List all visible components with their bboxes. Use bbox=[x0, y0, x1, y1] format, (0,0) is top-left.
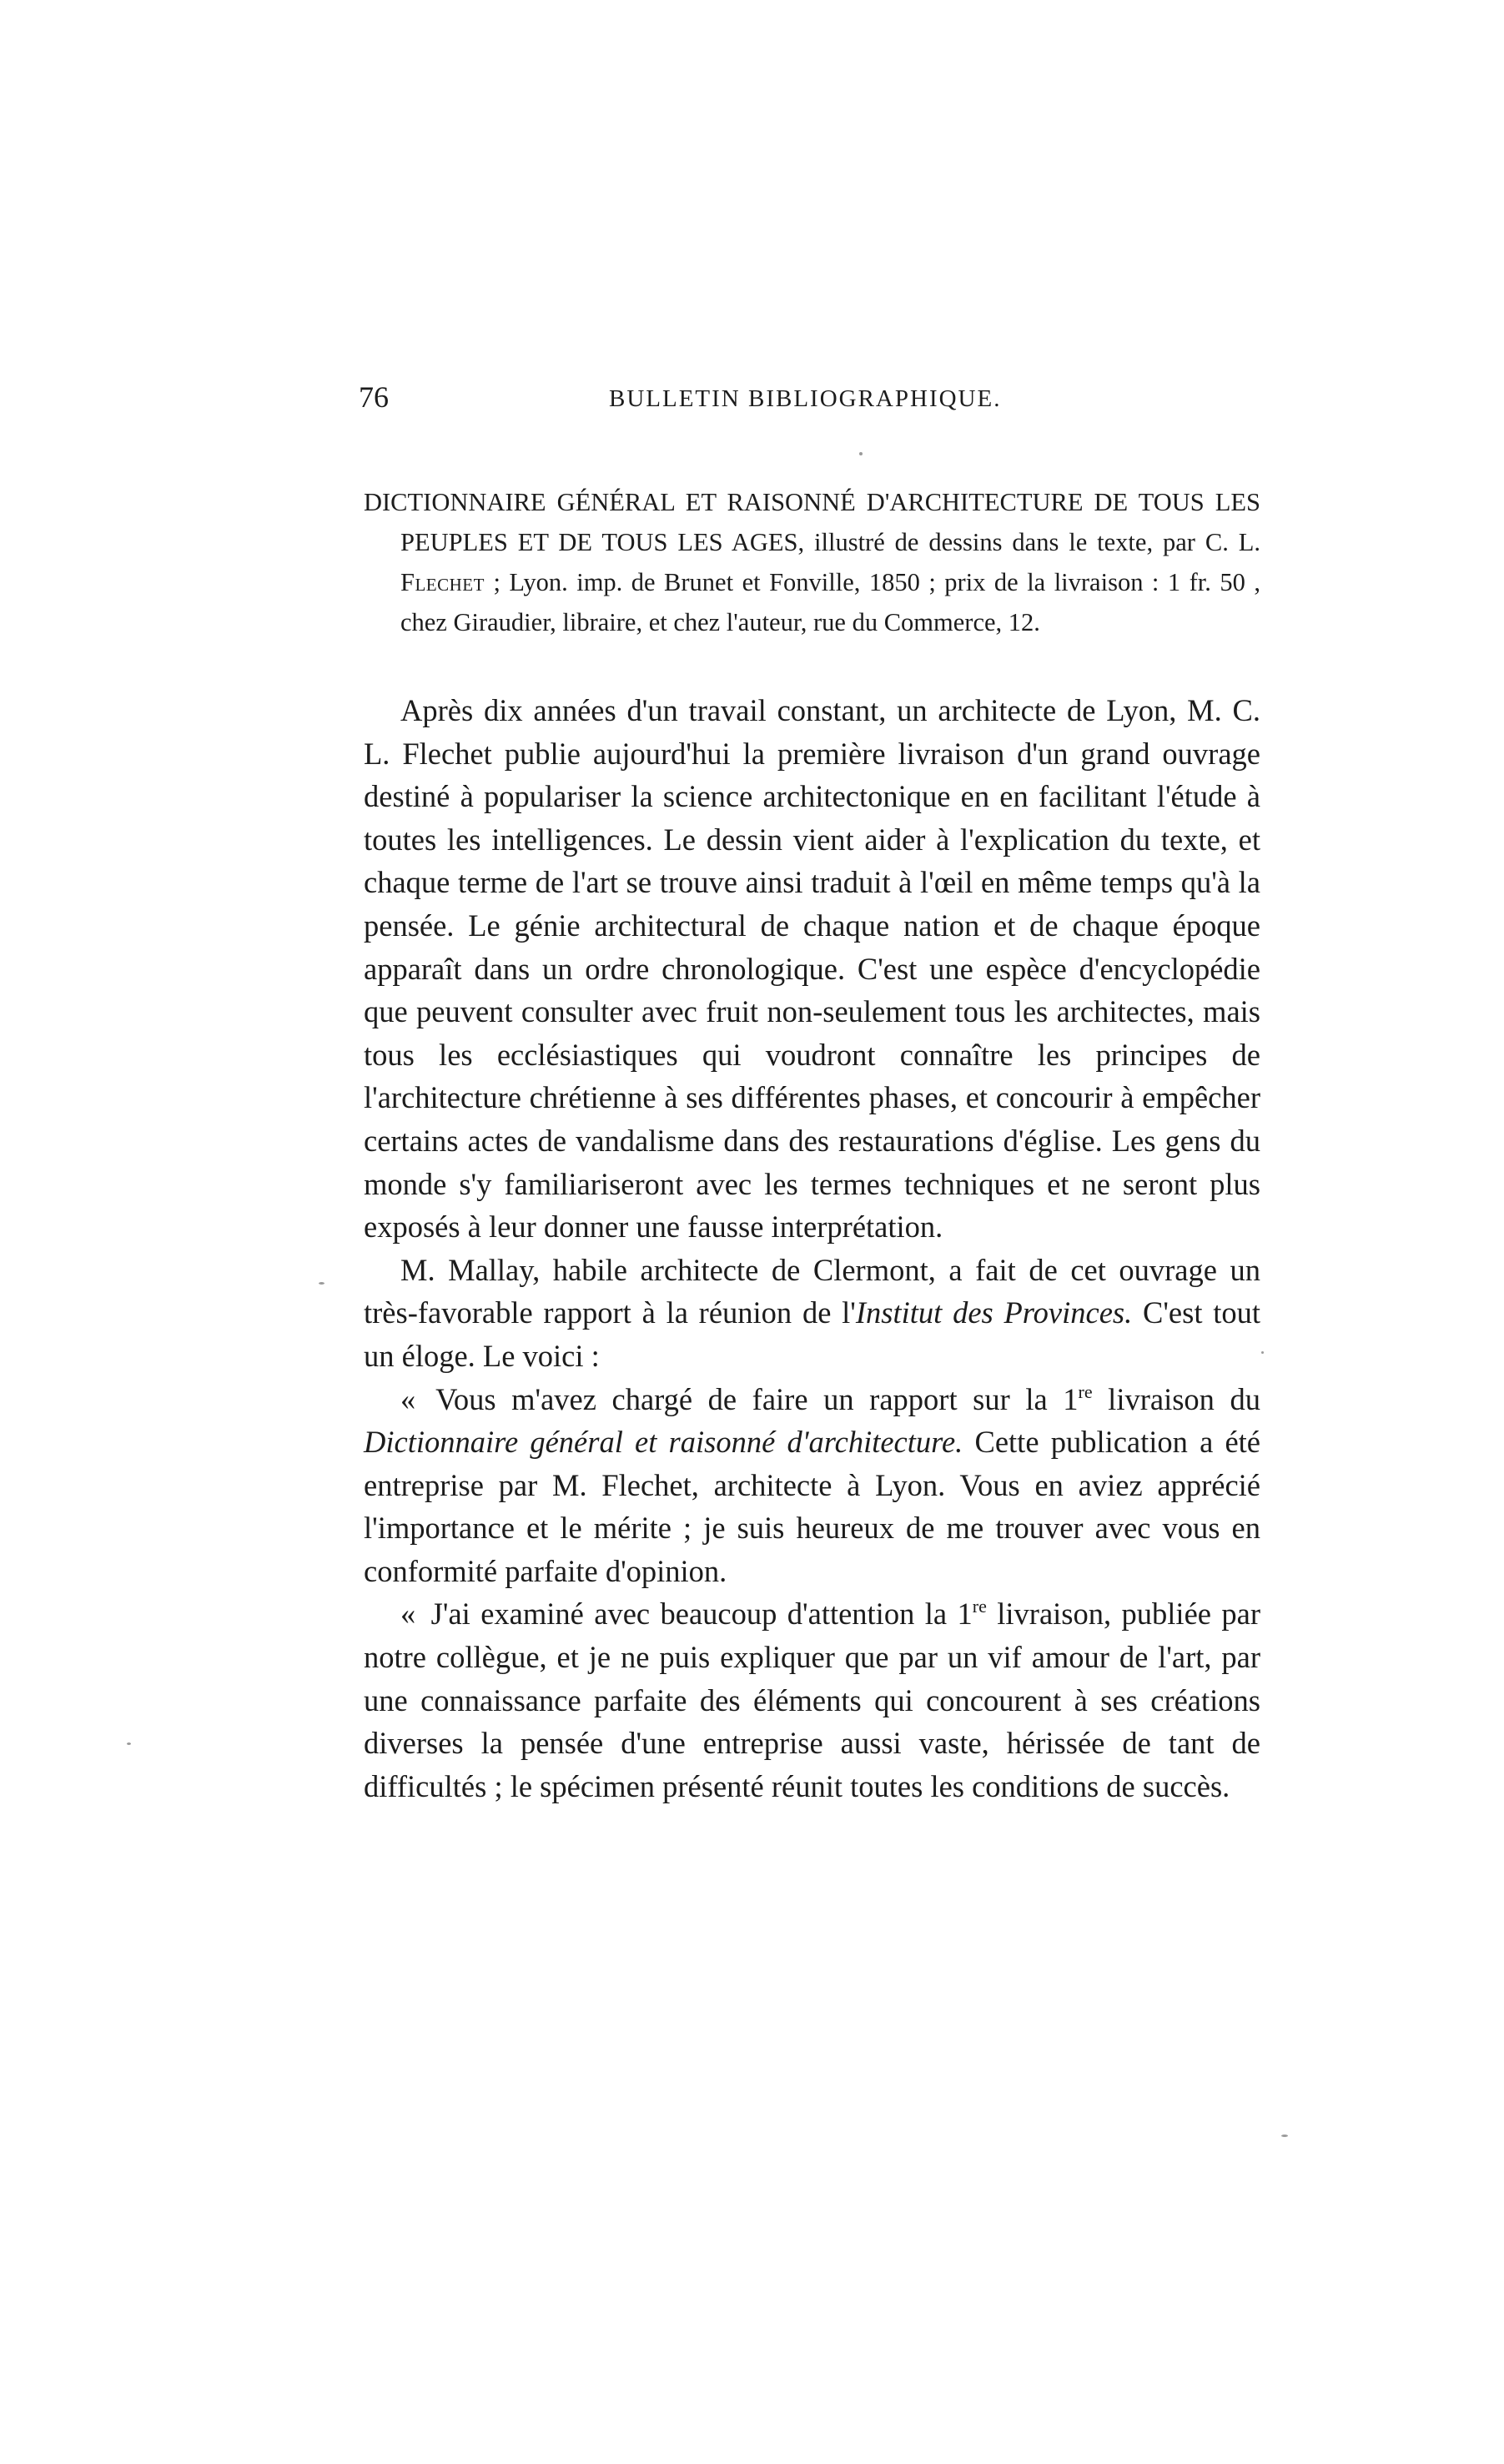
ordinal-superscript: re bbox=[972, 1596, 987, 1617]
quote-1-text-b: livraison du bbox=[1092, 1381, 1260, 1416]
scan-speck bbox=[1261, 1351, 1264, 1354]
paragraph-mallay-text-b: C'est tout un éloge. Le voici : bbox=[364, 1295, 1261, 1373]
paragraph-intro: Après dix années d'un travail constant, un architecte de Lyon, M. C. L. Flechet publie aujourd'hui la première livraison d'un grand ouvrage destiné à populariser la science architectonique en en facilitant l'étude à toutes les intelligences. Le dessin vient aider à l'explication du texte, et chaque terme de l'art se trouve ainsi traduit à l'œil en même temps qu'à la pensée. Le génie architectural de chaque nation et de chaque époque apparaît dans un ordre chronologique. C'est une espèce d'encyclopédie que peuvent consulter avec fruit non-seulement tous les architectes, mais tous les ecclésiastiques qui voudront connaître les principes de l'architecture chrétienne à ses différentes phases, et concourir à empêcher certains actes de vandalisme dans des restaurations d'église. Les gens du monde s'y familiariseront avec les termes techniques et ne seront plus exposés à leur donner une fausse interprétation. bbox=[364, 693, 1260, 1245]
quote-mark: « bbox=[400, 1597, 416, 1632]
paragraph-quote-2 bbox=[364, 1592, 1260, 1808]
scan-speck bbox=[859, 452, 863, 455]
scan-speck bbox=[127, 1742, 131, 1745]
entry-book-title: DICTIONNAIRE GÉNÉRAL ET RAISONNÉ D'ARCHITECTURE DE TOUS LES PEUPLES ET DE TOUS LES AGES, bbox=[364, 488, 1260, 556]
entry-author: Flechet bbox=[400, 568, 485, 596]
institut-title: Institut des Provinces. bbox=[855, 1295, 1133, 1330]
quote-1-text-a: Vous m'avez chargé de faire un rapport sur la 1 bbox=[420, 1381, 1079, 1416]
quote-2-text-b: livraison, publiée par notre collègue, et je ne puis expliquer que par un vif amour de l'art, par une connaissance parfaite des éléments qui concourent à ses créations diverses la pensée d'une entreprise aussi vaste, hérissée de tant de difficultés ; le spécimen présenté réunit toutes les conditions de succès. bbox=[364, 1597, 1260, 1803]
paragraph-mallay bbox=[364, 1249, 1260, 1378]
dictionary-title: Dictionnaire général et raisonné d'architecture. bbox=[364, 1425, 963, 1460]
ordinal-superscript: re bbox=[1078, 1380, 1093, 1402]
running-title: BULLETIN BIBLIOGRAPHIQUE. bbox=[609, 385, 1002, 412]
entry-imprint: ; Lyon. imp. de Brunet et Fonville, 1850 ; prix de la livraison : 1 fr. 50 , chez Giraudier, libraire, et chez l'auteur, rue du Commerce, 12. bbox=[400, 568, 1260, 636]
paragraph-mallay-text-a: M. Mallay, habile architecte de Clermont, a fait de cet ouvrage un très-favorable rapport à la réunion de l' bbox=[364, 1252, 1260, 1330]
quote-mark: « bbox=[400, 1381, 416, 1416]
entry-title-rest: illustré de dessins dans le texte, par C. L. bbox=[804, 528, 1260, 556]
paragraph-quote-1 bbox=[364, 1378, 1260, 1593]
running-head bbox=[359, 377, 1260, 427]
page-number: 76 bbox=[359, 380, 389, 414]
quote-1-text-c: Cette publication a été entreprise par M. Flechet, architecte à Lyon. Vous en aviez apprécié l'importance et le mérite ; je suis heureux de me trouver avec vous en conformité parfaite d'opinion. bbox=[364, 1425, 1260, 1588]
scan-speck bbox=[319, 1282, 324, 1285]
review-body bbox=[364, 689, 1260, 1808]
bibliographic-entry bbox=[364, 482, 1260, 642]
scan-speck bbox=[1281, 2135, 1288, 2137]
quote-2-text-a: J'ai examiné avec beaucoup d'attention la 1 bbox=[420, 1597, 973, 1632]
page-content bbox=[364, 482, 1260, 1808]
